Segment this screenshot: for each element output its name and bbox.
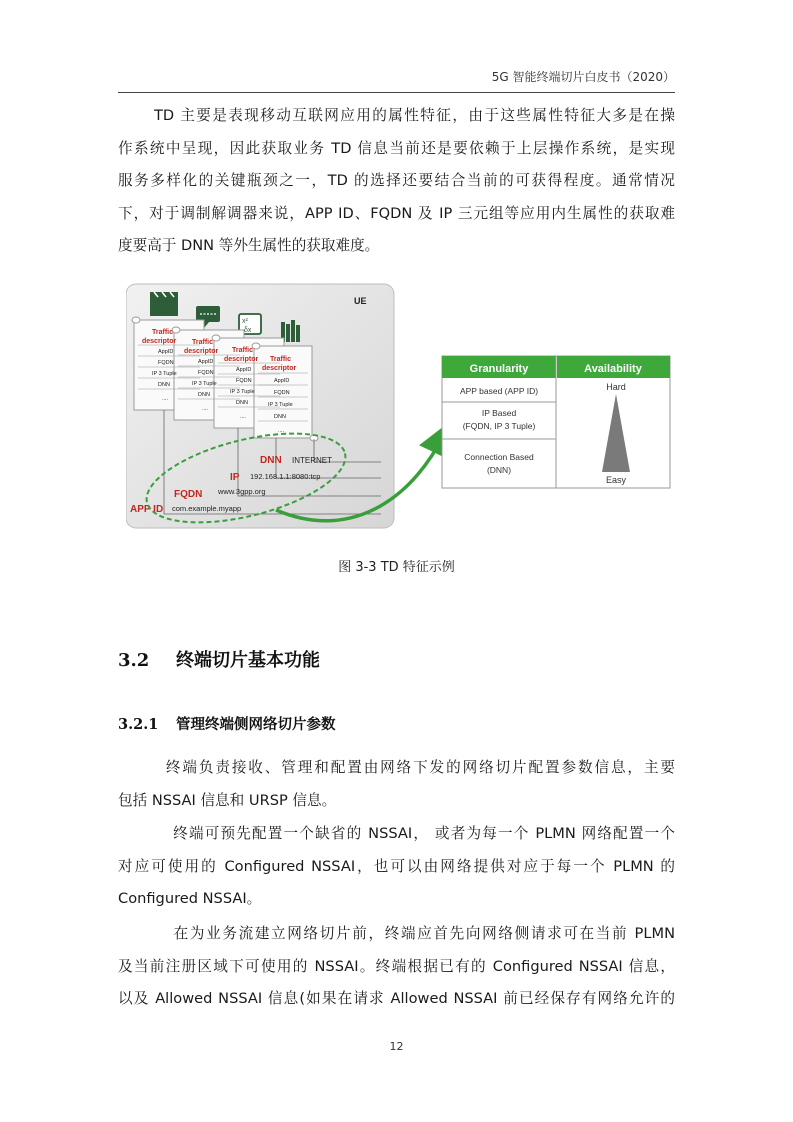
text-line: 度要高于 DNN 等外生属性的获取难度。 bbox=[118, 237, 380, 255]
ip-value: 192.168.1.1:8080:tcp bbox=[250, 472, 321, 481]
card1-field-fqdn: FQDN bbox=[158, 360, 174, 366]
row-connection-based: Connection Based bbox=[464, 452, 534, 462]
card-title-2b: descriptor bbox=[184, 348, 219, 355]
text-line: 包括 NSSAI 信息和 URSP 信息。 bbox=[118, 791, 337, 809]
card1-field-ip: IP 3 Tuple bbox=[152, 371, 177, 377]
hard-label: Hard bbox=[606, 382, 626, 392]
card4-field-ip: IP 3 Tuple bbox=[268, 402, 293, 408]
card1-field-more: .... bbox=[162, 396, 169, 402]
text-line: 对应可使用的 Configured NSSAI，也可以由网络提供对应于每一个 PLMN 的 bbox=[118, 857, 675, 875]
card-title-2a: Traffic bbox=[192, 339, 214, 346]
body-paragraph-2 bbox=[118, 818, 675, 916]
dnn-label: DNN bbox=[260, 455, 282, 466]
card2-field-fqdn: FQDN bbox=[198, 370, 214, 376]
card3-field-fqdn: FQDN bbox=[236, 378, 252, 384]
section-number: 3.2 bbox=[118, 650, 150, 671]
text-line: 作系统中呈现，因此获取业务 TD 信息当前还是要依赖于上层操作系统，是实现 bbox=[118, 139, 675, 157]
row-connection-based-detail: (DNN) bbox=[486, 465, 512, 475]
dnn-value: INTERNET bbox=[292, 456, 332, 465]
row-ip-based: IP Based bbox=[481, 408, 517, 418]
row-ip-based-detail: (FQDN, IP 3 Tuple) bbox=[462, 421, 536, 431]
subsection-number: 3.2.1 bbox=[118, 716, 159, 733]
text-line: 以及 Allowed NSSAI 信息(如果在请求 Allowed NSSAI 前已经保存有网络允许的 bbox=[118, 990, 675, 1008]
text-line: 及当前注册区域下可使用的 NSSAI。终端根据已有的 Configured NSSAI 信息， bbox=[118, 957, 675, 975]
text-line: 下，对于调制解调器来说，APP ID、FQDN 及 IP 三元组等应用内生属性的获取难 bbox=[118, 204, 675, 222]
card2-field-dnn: DNN bbox=[198, 392, 210, 398]
card2-field-appid: AppID bbox=[198, 359, 214, 365]
card-title-3a: Traffic bbox=[232, 347, 254, 354]
body-paragraph-3 bbox=[118, 918, 675, 1016]
td-feature-figure bbox=[126, 282, 672, 530]
svg-text:δx: δx bbox=[244, 327, 252, 334]
text-line: 在为业务流建立网络切片前，终端应首先向网络侧请求可在当前 PLMN bbox=[172, 925, 675, 942]
section-heading bbox=[118, 646, 320, 672]
text-line: TD 主要是表现移动互联网应用的属性特征，由于这些属性特征大多是在操 bbox=[154, 107, 675, 124]
fqdn-value: www.3gpp.org bbox=[218, 487, 266, 496]
card-title-4b: descriptor bbox=[262, 365, 297, 372]
card-title-4a: Traffic bbox=[270, 356, 292, 363]
fqdn-label: FQDN bbox=[174, 489, 203, 500]
header-divider bbox=[118, 92, 675, 93]
row-app-based: APP based (APP ID) bbox=[459, 386, 539, 396]
ip-label: IP bbox=[230, 472, 240, 483]
text-line: Configured NSSAI。 bbox=[118, 890, 262, 908]
card4-field-dnn: DNN bbox=[274, 414, 286, 420]
intro-paragraph bbox=[118, 100, 675, 263]
card2-field-ip: IP 3 Tuple bbox=[192, 381, 217, 387]
granularity-header-text: Granularity bbox=[469, 363, 529, 375]
card4-field-fqdn: FQDN bbox=[274, 390, 290, 396]
body-paragraph-1 bbox=[118, 752, 675, 817]
card4-field-appid: AppID bbox=[274, 378, 290, 384]
card1-field-appid: AppID bbox=[158, 349, 174, 355]
card4-field-more: .... bbox=[278, 428, 285, 434]
text-line: 服务多样化的关键瓶颈之一，TD 的选择还要结合当前的可获得程度。通常情况 bbox=[118, 172, 675, 190]
subsection-title: 管理终端侧网络切片参数 bbox=[176, 716, 336, 733]
appid-label: APP ID bbox=[130, 504, 164, 515]
card3-field-more: .... bbox=[240, 414, 247, 420]
text-line: 终端负责接收、管理和配置由网络下发的网络切片配置参数信息，主要 bbox=[164, 759, 675, 776]
figure-caption: 图 3-3 TD 特征示例 bbox=[338, 560, 455, 575]
availability-header-text: Availability bbox=[584, 363, 642, 375]
card-title-1a: Traffic bbox=[152, 329, 174, 336]
ue-label: UE bbox=[354, 296, 367, 306]
card3-field-appid: AppID bbox=[236, 367, 252, 373]
text-line: 终端可预先配置一个缺省的 NSSAI， 或者为每一个 PLMN 网络配置一个 bbox=[172, 825, 675, 842]
section-title: 终端切片基本功能 bbox=[176, 650, 320, 671]
appid-value: com.example.myapp bbox=[172, 504, 242, 513]
card1-field-dnn: DNN bbox=[158, 382, 170, 388]
card-title-1b: descriptor bbox=[142, 338, 177, 345]
page-header: 5G 智能终端切片白皮书（2020） bbox=[491, 70, 675, 84]
card2-field-more: .... bbox=[202, 406, 209, 412]
card3-field-dnn: DNN bbox=[236, 400, 248, 406]
card-title-3b: descriptor bbox=[224, 356, 259, 363]
svg-text:x²: x² bbox=[242, 318, 248, 325]
easy-label: Easy bbox=[605, 475, 627, 485]
card3-field-ip: IP 3 Tuple bbox=[230, 389, 255, 395]
clapperboard-icon bbox=[150, 292, 178, 316]
subsection-heading bbox=[118, 713, 336, 734]
page-number: 12 bbox=[389, 1040, 404, 1053]
granularity-table bbox=[442, 356, 670, 488]
